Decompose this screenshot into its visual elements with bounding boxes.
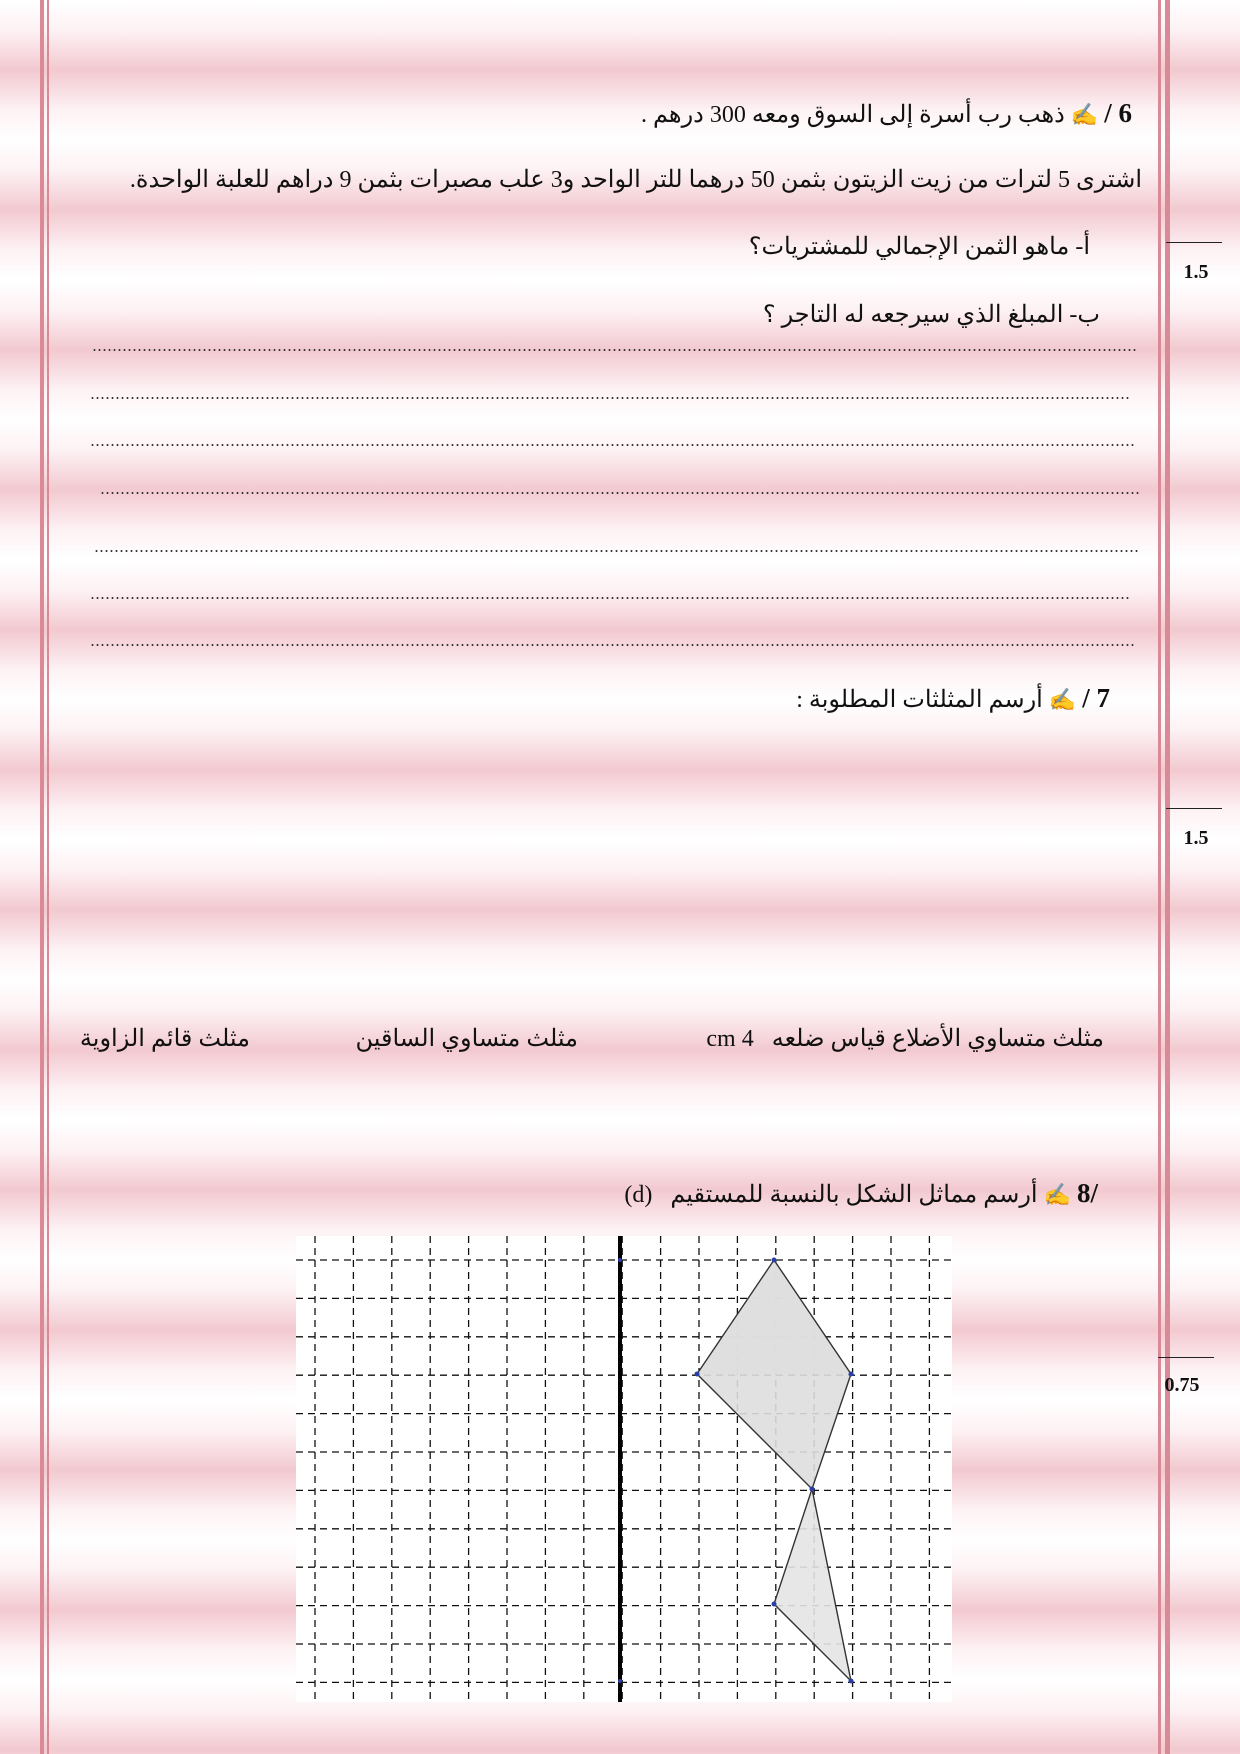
q8-title: أرسم مماثل الشكل بالنسبة للمستقيم xyxy=(670,1182,1038,1208)
vertex-point xyxy=(695,1372,700,1377)
axis-point xyxy=(618,1258,622,1262)
score-q6: 1.5 xyxy=(1183,261,1209,283)
q7-right-label: مثلث قائم الزاوية xyxy=(79,1026,250,1052)
q8-number: /8 xyxy=(1076,1178,1098,1208)
pen-icon: ✍ xyxy=(1043,1182,1071,1207)
vertex-point xyxy=(849,1372,854,1377)
left-border-outer xyxy=(40,0,44,1754)
pen-icon: ✍ xyxy=(1070,102,1099,127)
q7-equilateral-label xyxy=(706,1024,1104,1053)
grid-lines xyxy=(296,1236,952,1702)
answer-line-5[interactable] xyxy=(94,550,1140,552)
q8-title-line xyxy=(624,1178,1098,1209)
q7-equilateral-text: مثلث متساوي الأضلاع قياس ضلعه xyxy=(771,1026,1104,1052)
axis-point xyxy=(618,1679,622,1683)
symmetry-grid[interactable] xyxy=(296,1236,952,1702)
q8-axis-label: (d) xyxy=(624,1182,653,1208)
q6-part-a: أ- ماهو الثمن الإجمالي للمشتريات؟ xyxy=(748,234,1090,260)
q7-isosceles-label: مثلث متساوي الساقين xyxy=(355,1026,578,1052)
q7-side-measure: 4 cm xyxy=(706,1026,754,1052)
answer-line-4[interactable] xyxy=(100,492,1140,494)
original-triangle xyxy=(774,1489,851,1681)
q6-intro: ذهب رب أسرة إلى السوق ومعه 300 درهم . xyxy=(640,102,1065,128)
vertex-point xyxy=(849,1679,854,1684)
answer-line-7[interactable] xyxy=(90,644,1136,646)
vertex-point xyxy=(772,1258,777,1263)
answer-line-2[interactable] xyxy=(90,397,1130,399)
q6-intro-line xyxy=(641,98,1132,129)
answer-line-3[interactable] xyxy=(90,444,1136,446)
vertex-point xyxy=(810,1487,815,1492)
q6-part-b: ب- المبلغ الذي سيرجعه له التاجر ؟ xyxy=(762,302,1100,328)
original-quadrilateral xyxy=(697,1260,851,1489)
q6-details: اشترى 5 لترات من زيت الزيتون بثمن 50 درهما للتر الواحد و3 علب مصبرات بثمن 9 دراهم للعلبة الواحدة. xyxy=(129,167,1142,193)
answer-line-1[interactable] xyxy=(92,349,1138,351)
score-q7: 1.5 xyxy=(1183,827,1209,849)
symmetry-grid-svg xyxy=(296,1236,952,1702)
score-divider-q6 xyxy=(1166,242,1222,243)
q7-title-line xyxy=(796,683,1110,714)
score-divider-q8 xyxy=(1158,1357,1214,1358)
q6-number: 6 / xyxy=(1104,98,1132,128)
right-border-inner xyxy=(1158,0,1161,1754)
answer-line-6[interactable] xyxy=(90,597,1130,599)
vertex-point xyxy=(772,1602,777,1607)
left-border-inner xyxy=(47,0,49,1754)
pen-icon: ✍ xyxy=(1048,687,1077,712)
q7-title: أرسم المثلثات المطلوبة : xyxy=(796,687,1043,713)
score-divider-q7 xyxy=(1166,808,1222,809)
q7-number: 7 / xyxy=(1082,683,1110,713)
score-q8: 0.75 xyxy=(1164,1374,1200,1396)
